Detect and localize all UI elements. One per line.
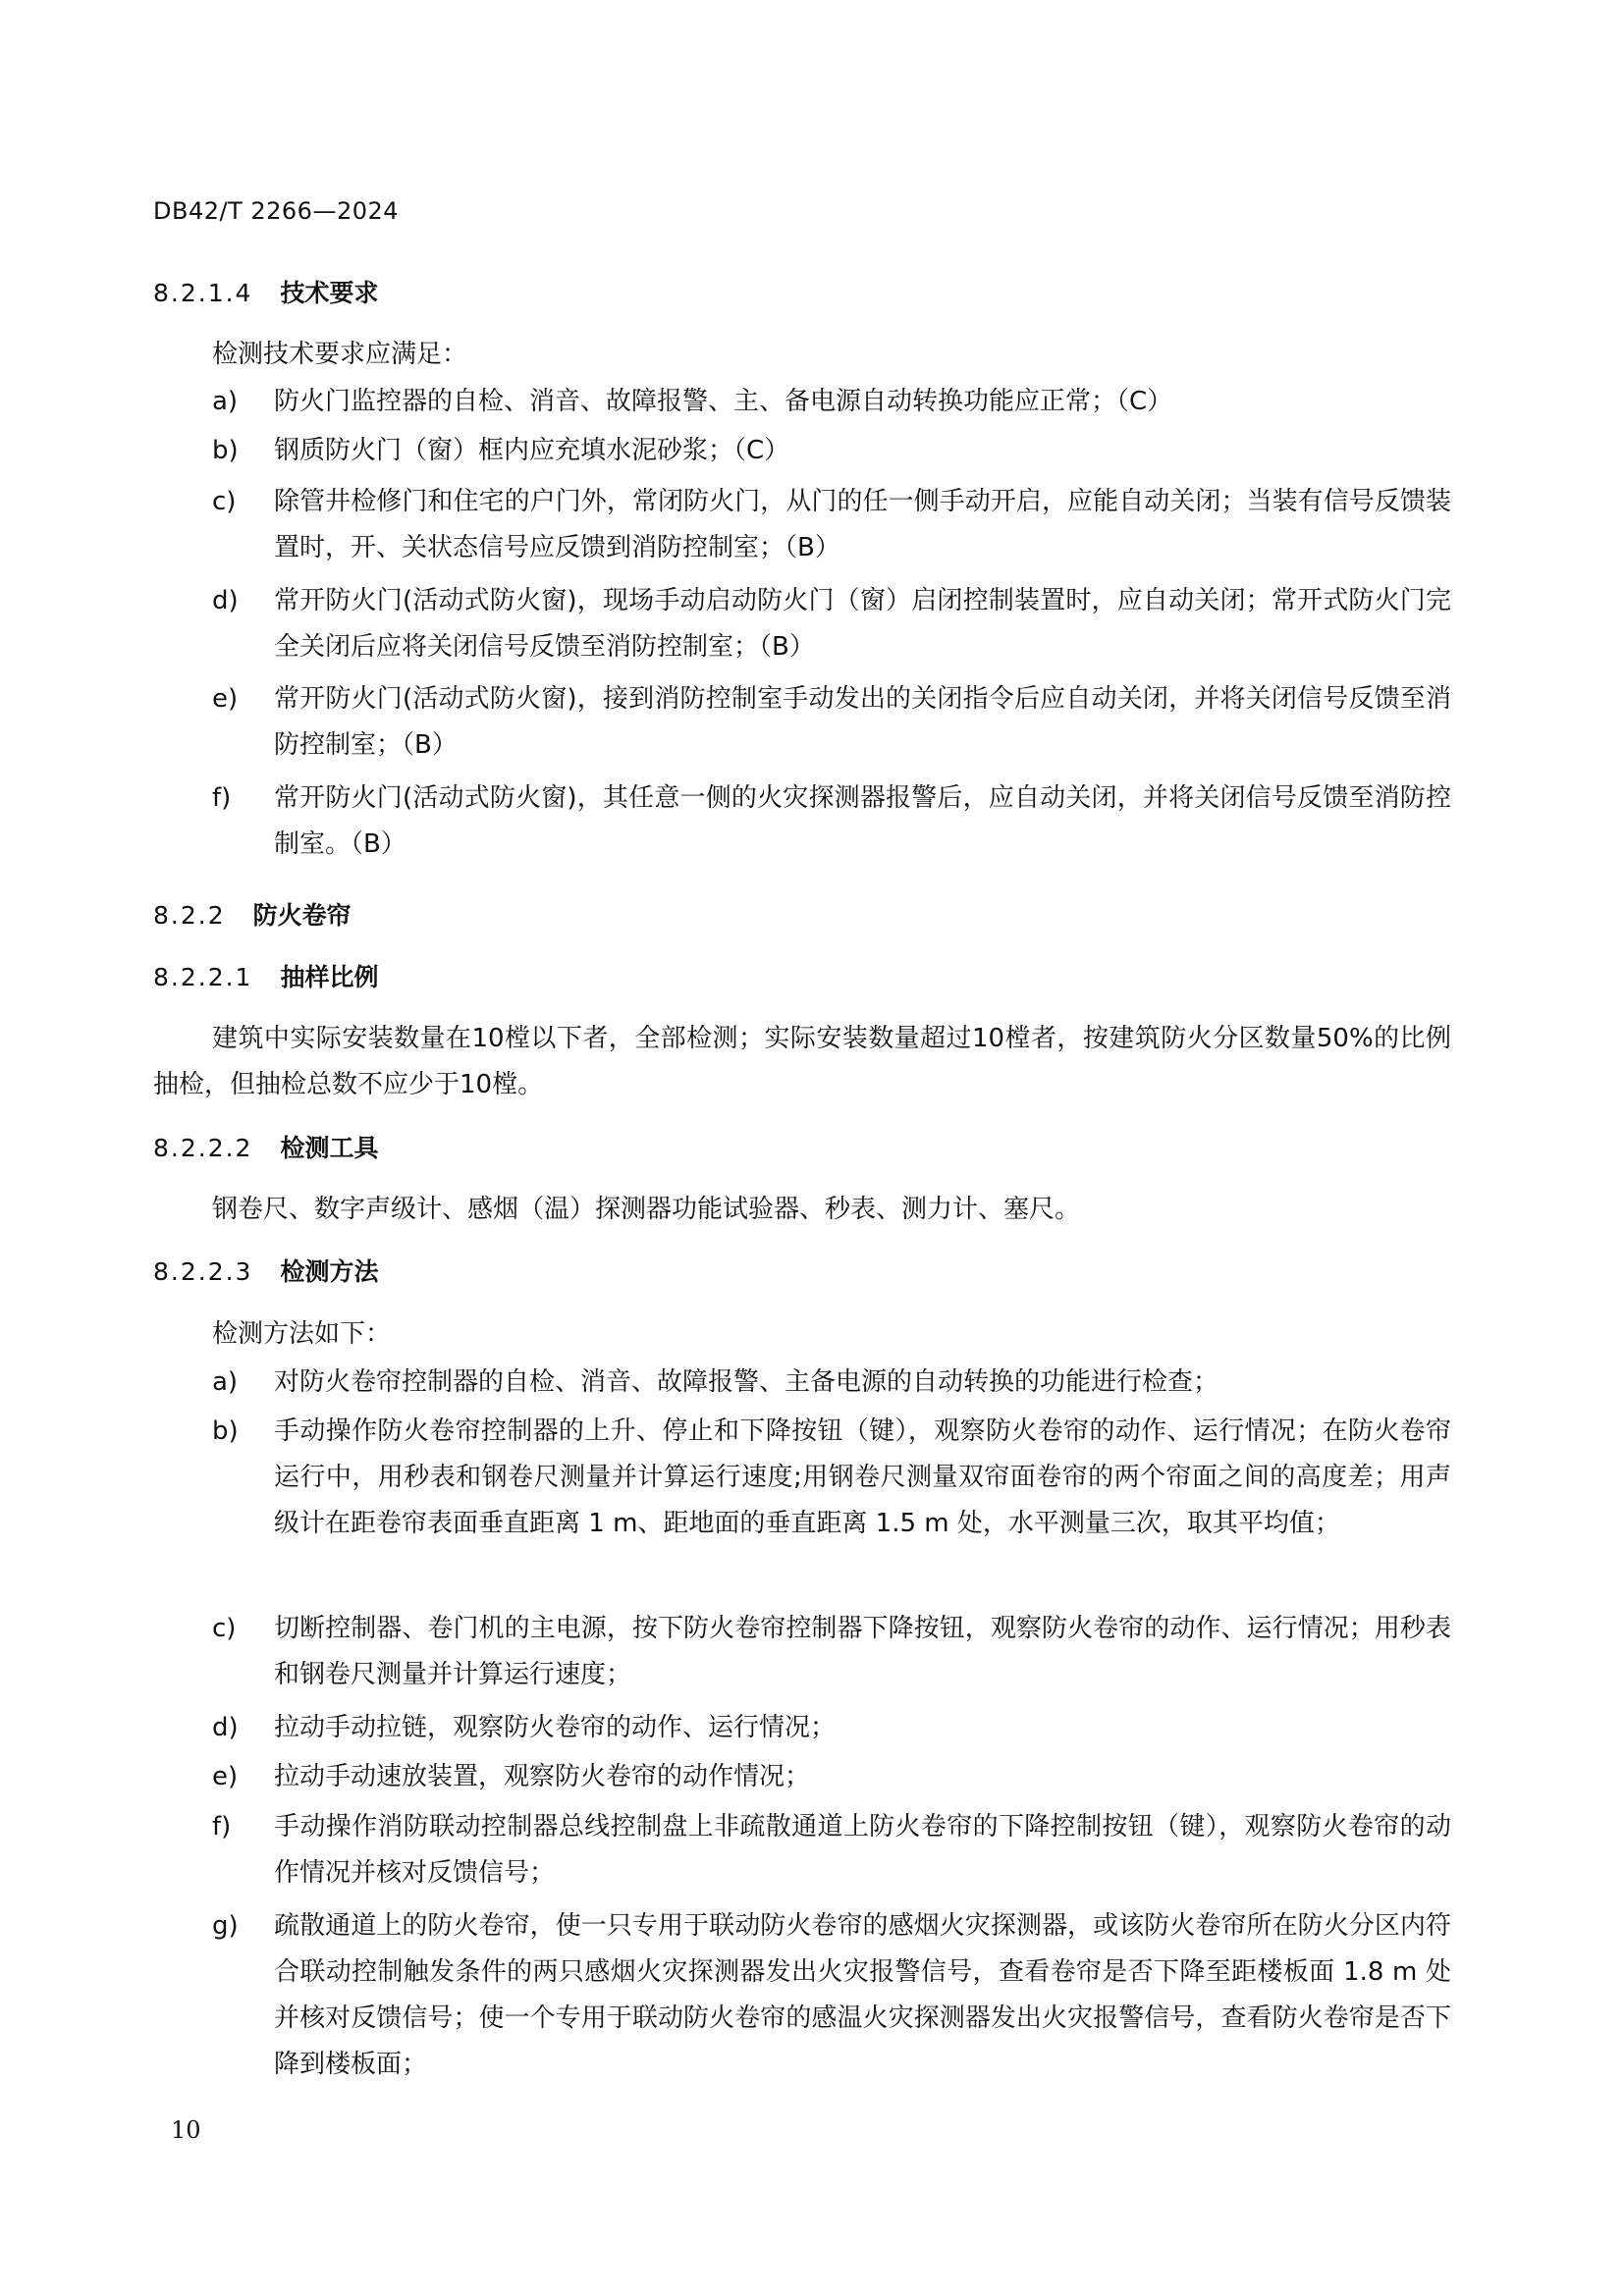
list-marker: e)	[212, 1762, 239, 1791]
list-item	[212, 1754, 1451, 1800]
list-text: 常开防火门(活动式防火窗)，其任意一侧的火灾探测器报警后，应自动关闭，并将关闭信号反馈至消防控制室。（B）	[274, 783, 1451, 859]
list-marker: e)	[212, 684, 239, 714]
list-marker: c)	[212, 487, 237, 516]
list-marker: d)	[212, 586, 239, 615]
list-item	[212, 1705, 1451, 1751]
list-marker: a)	[212, 387, 239, 416]
section-heading-8-2-2-1	[153, 958, 378, 993]
list-marker: a)	[212, 1367, 239, 1397]
list-marker: d)	[212, 1713, 239, 1742]
list-text: 拉动手动速放装置，观察防火卷帘的动作情况；	[274, 1762, 811, 1791]
list-text: 常开防火门(活动式防火窗)，现场手动启动防火门（窗）启闭控制装置时，应自动关闭；常开式防火门完全关闭后应将关闭信号反馈至消防控制室；（B）	[274, 586, 1451, 662]
list-item	[212, 1606, 1451, 1698]
list-item	[212, 1409, 1451, 1547]
section-intro: 检测方法如下：	[212, 1319, 392, 1349]
section-number: 8.2.2.1	[153, 963, 253, 991]
list-marker: b)	[212, 1416, 239, 1446]
list-text: 拉动手动拉链，观察防火卷帘的动作、运行情况；	[274, 1713, 837, 1742]
list-marker: b)	[212, 436, 239, 465]
standard-code: DB42/T 2266—2024	[153, 197, 400, 225]
section-heading-8-2-2	[153, 896, 352, 932]
list-item	[212, 676, 1451, 769]
list-marker: f)	[212, 1812, 232, 1842]
list-item	[212, 428, 1451, 474]
list-item	[212, 1804, 1451, 1896]
list-item	[212, 578, 1451, 670]
section-intro: 检测技术要求应满足：	[212, 340, 468, 369]
section-paragraph: 钢卷尺、数字声级计、感烟（温）探测器功能试验器、秒表、测力计、塞尺。	[212, 1195, 1081, 1224]
section-title: 抽样比例	[280, 963, 379, 991]
section-heading-8-2-1-4	[153, 274, 378, 309]
list-item	[212, 479, 1451, 571]
section-number: 8.2.2.2	[153, 1134, 253, 1162]
list-marker: f)	[212, 783, 232, 813]
section-number: 8.2.1.4	[153, 279, 253, 307]
paragraph-text: 建筑中实际安装数量在10樘以下者，全部检测；实际安装数量超过10樘者，按建筑防火分区数量50%的比例抽检，但抽检总数不应少于10樘。	[153, 1024, 1451, 1099]
list-text: 除管井检修门和住宅的户门外，常闭防火门，从门的任一侧手动开启，应能自动关闭；当装有信号反馈装置时，开、关状态信号应反馈到消防控制室；（B）	[274, 487, 1451, 562]
list-item	[212, 1360, 1451, 1406]
list-text: 手动操作防火卷帘控制器的上升、停止和下降按钮（键），观察防火卷帘的动作、运行情况；在防火卷帘运行中，用秒表和钢卷尺测量并计算运行速度;用钢卷尺测量双帘面卷帘的两个帘面之间的高度差；用声级计在距卷帘表面垂直距离 1 m、距地面的垂直距离 1.5 m 处，水平测量三次，取其平均值；	[274, 1416, 1451, 1538]
section-title: 技术要求	[280, 279, 379, 307]
section-heading-8-2-2-3	[153, 1253, 378, 1288]
list-item	[212, 775, 1451, 868]
section-paragraph	[153, 1016, 1451, 1108]
list-text: 切断控制器、卷门机的主电源，按下防火卷帘控制器下降按钮，观察防火卷帘的动作、运行情况；用秒表和钢卷尺测量并计算运行速度；	[274, 1614, 1451, 1689]
list-text: 防火门监控器的自检、消音、故障报警、主、备电源自动转换功能应正常；（C）	[274, 387, 1173, 416]
list-text: 钢质防火门（窗）框内应充填水泥砂浆；（C）	[274, 436, 790, 465]
section-number: 8.2.2.3	[153, 1257, 253, 1286]
list-text: 疏散通道上的防火卷帘，使一只专用于联动防火卷帘的感烟火灾探测器，或该防火卷帘所在防火分区内符合联动控制触发条件的两只感烟火灾探测器发出火灾报警信号，查看卷帘是否下降至距楼板面 1.8 m 处并核对反馈信号；使一个专用于联动防火卷帘的感温火灾探测器发出火灾报警信号，查看防火卷帘是否下降到楼板面；	[274, 1911, 1451, 2079]
list-text: 手动操作消防联动控制器总线控制盘上非疏散通道上防火卷帘的下降控制按钮（键），观察防火卷帘的动作情况并核对反馈信号；	[274, 1812, 1451, 1888]
list-text: 常开防火门(活动式防火窗)，接到消防控制室手动发出的关闭指令后应自动关闭，并将关闭信号反馈至消防控制室；（B）	[274, 684, 1451, 760]
list-item	[212, 1903, 1451, 2088]
list-marker: g)	[212, 1911, 239, 1941]
section-title: 检测工具	[280, 1134, 379, 1162]
section-title: 检测方法	[280, 1257, 379, 1286]
list-item	[212, 379, 1451, 425]
list-marker: c)	[212, 1614, 237, 1643]
list-text: 对防火卷帘控制器的自检、消音、故障报警、主备电源的自动转换的功能进行检查；	[274, 1367, 1219, 1397]
section-title: 防火卷帘	[252, 901, 352, 930]
section-number: 8.2.2	[153, 901, 226, 930]
section-heading-8-2-2-2	[153, 1129, 378, 1164]
page-number: 10	[171, 2116, 201, 2144]
